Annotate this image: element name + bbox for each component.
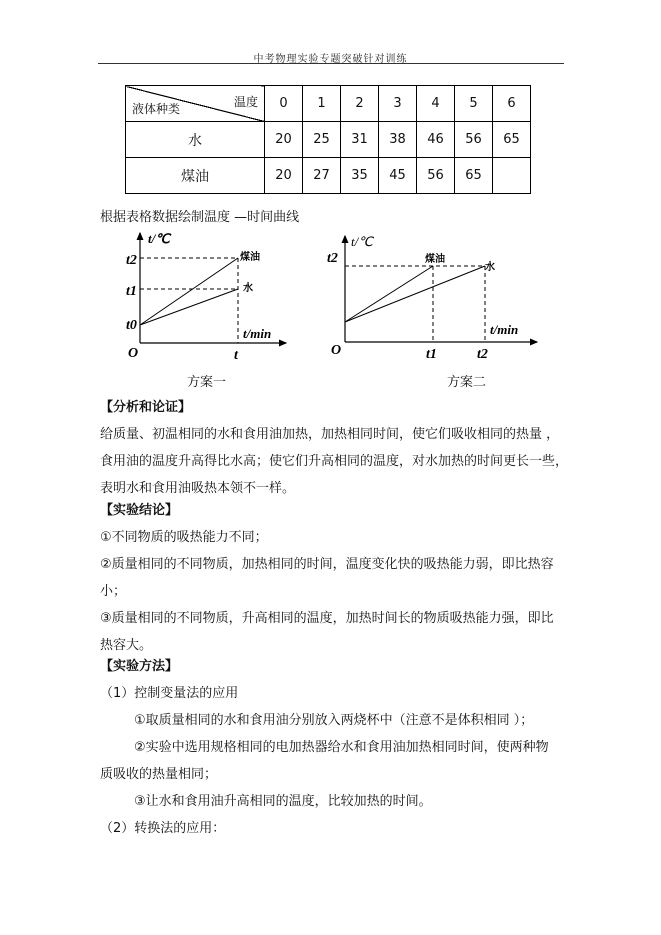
conclusion-section <box>100 497 570 659</box>
table-cell: 27 <box>303 158 341 194</box>
time-header: 4 <box>417 86 455 122</box>
series-line-kerosene <box>345 266 433 322</box>
table-cell: 25 <box>303 122 341 158</box>
table-cell <box>493 158 531 194</box>
analysis-heading: 【分析和论证】 <box>100 400 192 415</box>
time-header: 0 <box>265 86 303 122</box>
row-label-water: 水 <box>126 122 265 158</box>
origin-label: O <box>128 346 139 361</box>
conclusion-heading: 【实验结论】 <box>100 503 179 518</box>
header-divider <box>98 63 564 64</box>
conclusion-line: 热容大。 <box>100 638 153 653</box>
page-header-title: 中考物理实验专题突破针对训练 <box>253 54 408 65</box>
series-label-water: 水 <box>243 283 253 294</box>
conclusion-line: ③质量相同的不同物质，升高相同的温度，加热时间长的物质吸热能力强，即比 <box>100 611 554 626</box>
table-row <box>126 122 531 158</box>
table-row <box>126 158 531 194</box>
table-cell: 31 <box>341 122 379 158</box>
series-label-kerosene: 煤油 <box>240 252 260 263</box>
analysis-line: 食用油的温度升高得比水高；使它们升高相同的温度，对水加热的时间更长一些， <box>100 454 569 469</box>
y-axis-label: t/℃ <box>351 234 373 249</box>
method-heading: 【实验方法】 <box>100 659 179 674</box>
chart-plan-2 <box>325 230 545 365</box>
conclusion-line: 小； <box>100 584 127 599</box>
tick-label-x-t: t <box>234 348 238 363</box>
tick-label-y-t1: t1 <box>126 284 137 299</box>
plan-label-1: 方案一 <box>187 375 227 390</box>
series-label-kerosene: 煤油 <box>425 254 445 265</box>
analysis-line: 表明水和食用油吸热本领不一样。 <box>100 481 296 496</box>
table-cell: 20 <box>265 122 303 158</box>
tick-label-y-t2: t2 <box>126 253 137 268</box>
time-header: 3 <box>379 86 417 122</box>
table-cell: 56 <box>455 122 493 158</box>
corner-label-liquid: 液体种类 <box>132 102 181 116</box>
table-cell: 45 <box>379 158 417 194</box>
table-cell: 65 <box>493 122 531 158</box>
table-corner-cell <box>126 86 265 122</box>
table-cell: 56 <box>417 158 455 194</box>
time-header: 1 <box>303 86 341 122</box>
conclusion-line: ①不同物质的吸热能力不同； <box>100 530 268 545</box>
x-axis-label: t/min <box>243 326 272 341</box>
y-axis-label: t/℃ <box>148 231 170 246</box>
plan-label-2: 方案二 <box>447 375 487 390</box>
analysis-section <box>100 394 570 502</box>
table-cell: 20 <box>265 158 303 194</box>
series-label-water: 水 <box>485 262 495 273</box>
table-cell: 46 <box>417 122 455 158</box>
conclusion-line: ②质量相同的不同物质，加热相同的时间，温度变化快的吸热能力弱，即比热容 <box>100 557 554 572</box>
row-label-kerosene: 煤油 <box>126 158 265 194</box>
table-cell: 65 <box>455 158 493 194</box>
tick-label-y-t2: t2 <box>327 251 338 266</box>
corner-label-temperature: 温度 <box>233 95 258 109</box>
method-sub-1: ①取质量相同的水和食用油分别放入两烧杯中（注意不是体积相同 ）； <box>134 713 534 728</box>
method-item-1: （1）控制变量法的应用 <box>100 686 239 701</box>
table-header-row <box>126 86 531 122</box>
time-header: 5 <box>455 86 493 122</box>
origin-label: O <box>331 343 342 358</box>
tick-label-y-t0: t0 <box>126 318 137 333</box>
x-axis-label: t/min <box>490 322 519 337</box>
series-line-water <box>345 266 485 322</box>
time-header: 6 <box>493 86 531 122</box>
method-sub-2b: 质吸收的热量相同； <box>100 767 218 782</box>
series-line-kerosene <box>140 258 238 325</box>
temperature-table <box>125 85 531 194</box>
graph-caption: 根据表格数据绘制温度 —时间曲线 <box>100 210 300 225</box>
method-item-2: （2）转换法的应用： <box>100 821 226 836</box>
table-cell: 38 <box>379 122 417 158</box>
method-sub-2a: ②实验中选用规格相同的电加热器给水和食用油加热相同时间，使两种物 <box>134 740 549 755</box>
table-cell: 35 <box>341 158 379 194</box>
tick-label-x-t1: t1 <box>426 347 437 362</box>
time-header: 2 <box>341 86 379 122</box>
series-line-water <box>140 289 238 325</box>
tick-label-x-t2: t2 <box>477 347 488 362</box>
method-section <box>100 653 570 842</box>
method-sub-3: ③让水和食用油升高相同的温度，比较加热的时间。 <box>134 794 432 809</box>
analysis-line: 给质量、初温相同的水和食用油加热，加热相同时间，使它们吸收相同的热量 ， <box>100 427 560 442</box>
chart-plan-1 <box>118 225 293 365</box>
